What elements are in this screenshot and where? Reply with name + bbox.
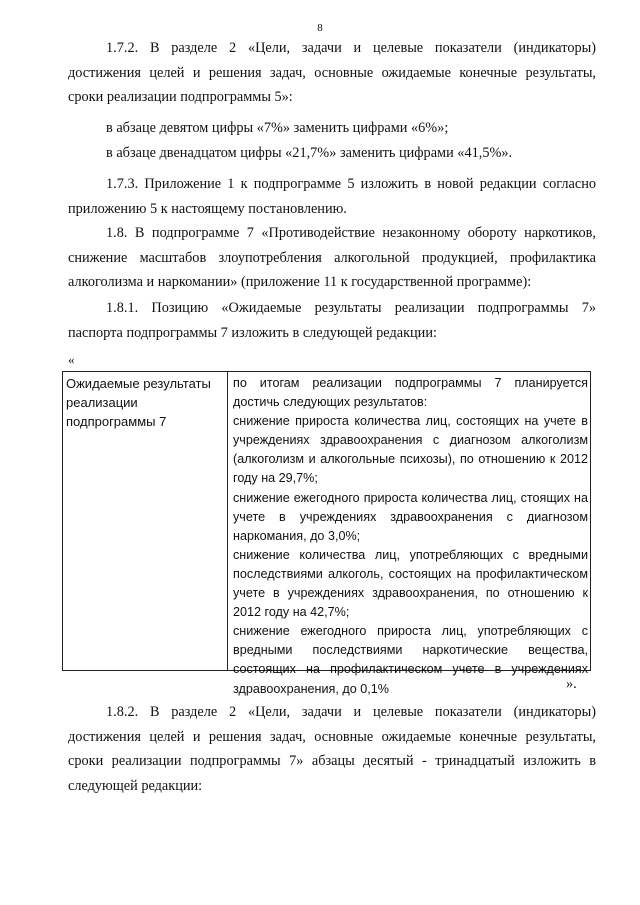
result-item: снижение количества лиц, употребляющих с вредными последствиями алкоголь, состоящих на профилактическом учете в учреждениях здравоохранения, по отношению к 2012 году на 42,7%; <box>233 547 588 620</box>
paragraph-1-8: 1.8. В подпрограмме 7 «Противодействие незаконному обороту наркотиков, снижение масштабов злоупотребления алкогольной продукцией, профилактика алкоголизма и наркомании» (приложение 11 к государственной программе): <box>68 225 596 290</box>
paragraph-1-8-1: 1.8.1. Позицию «Ожидаемые результаты реализации подпрограммы 7» паспорта подпрограммы 7 изложить в следующей редакции: <box>68 300 596 341</box>
paragraph-1-7-3: 1.7.3. Приложение 1 к подпрограмме 5 изложить в новой редакции согласно приложению 5 к настоящему постановлению. <box>68 176 596 217</box>
table-column-divider <box>227 372 228 670</box>
table-label-cell <box>66 374 226 431</box>
closing-quote-mark: ». <box>566 676 577 692</box>
paragraph-1-7-2: 1.7.2. В разделе 2 «Цели, задачи и целевые показатели (индикаторы) достижения целей и решения задач, основные ожидаемые конечные результаты, сроки реализации подпрограммы 5»: <box>68 40 596 105</box>
result-item: по итогам реализации подпрограммы 7 планируется достичь следующих результатов: <box>233 376 588 410</box>
amendment-line-ninth: в абзаце девятом цифры «7%» заменить цифрами «6%»; <box>106 120 449 136</box>
result-item: снижение ежегодного прироста количества лиц, стоящих на учете в учреждениях здравоохранения с диагнозом наркомания, до 3,0%; <box>233 490 588 543</box>
result-item: снижение прироста количества лиц, состоящих на учете в учреждениях здравоохранения с диагнозом алкоголизм (алкоголизм и алкогольные психозы), по отношению к 2012 году на 29,7%; <box>233 414 588 486</box>
amendment-line-twelfth: в абзаце двенадцатом цифры «21,7%» заменить цифрами «41,5%». <box>106 145 513 161</box>
table-label-text: Ожидаемые результаты реализации подпрограммы 7 <box>66 376 211 429</box>
expected-results-table <box>62 371 591 696</box>
table-content-cell <box>233 374 588 699</box>
page-number: 8 <box>317 22 323 34</box>
result-item: снижение ежегодного прироста лиц, употребляющих с вредными последствиями наркотические вещества, состоящих на профилактическом учете в учреждениях здравоохранения, до 0,1% <box>233 624 588 696</box>
paragraph-1-8-2: 1.8.2. В разделе 2 «Цели, задачи и целевые показатели (индикаторы) достижения целей и решения задач, основные ожидаемые конечные результаты, сроки реализации подпрограммы 7» абзацы десятый - тринадцатый изложить в следующей редакции: <box>68 704 596 794</box>
opening-quote-mark: « <box>68 352 75 367</box>
